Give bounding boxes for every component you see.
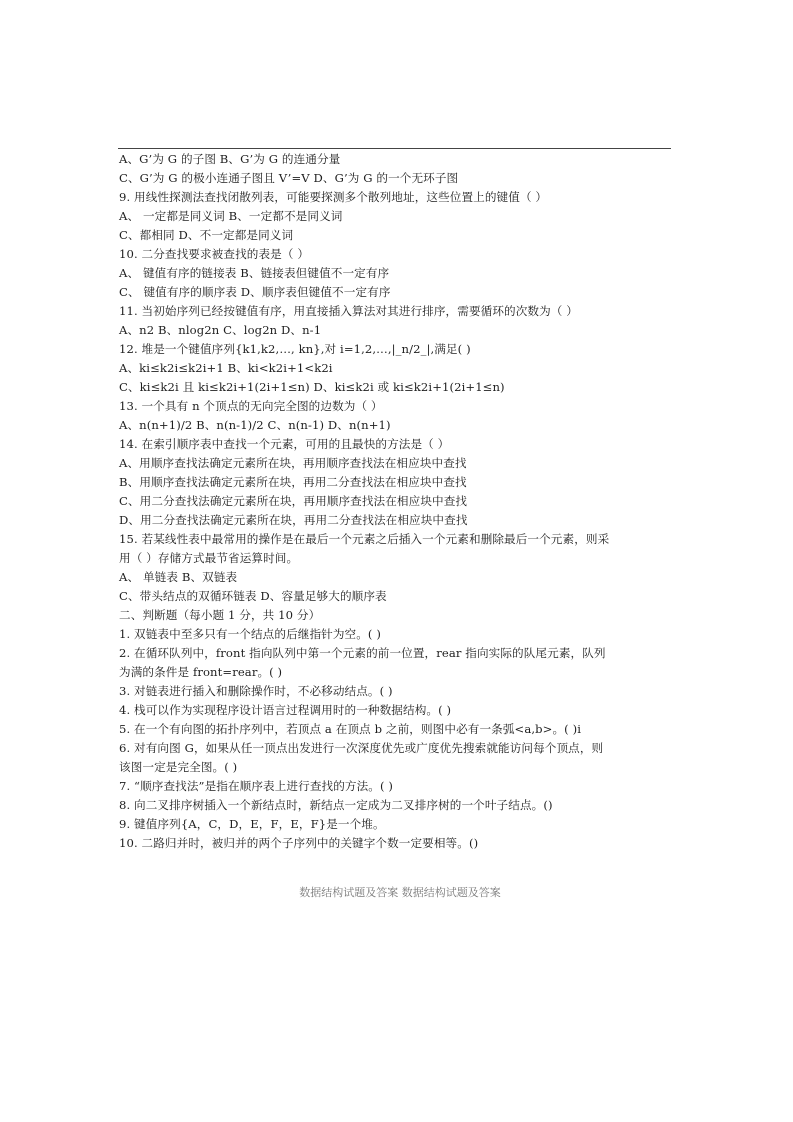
text-line: 8. 向二叉排序树插入一个新结点时，新结点一定成为二叉排序树的一个叶子结点。() <box>119 798 553 812</box>
text-line: C、带头结点的双循环链表 D、容量足够大的顺序表 <box>119 589 387 603</box>
text-line: A、n(n+1)/2 B、n(n-1)/2 C、n(n-1) D、n(n+1) <box>119 418 391 432</box>
text-line: 10. 二分查找要求被查找的表是（ ） <box>119 247 310 261</box>
text-line: 二、判断题（每小题 1 分，共 10 分） <box>119 608 321 622</box>
text-line: C、 键值有序的顺序表 D、顺序表但键值不一定有序 <box>119 285 391 299</box>
text-line: A、ki≤k2i≤k2i+1 B、ki<k2i+1<k2i <box>119 361 333 375</box>
text-line: A、用顺序查找法确定元素所在块，再用顺序查找法在相应块中查找 <box>119 456 467 470</box>
text-line: 为满的条件是 front=rear。( ) <box>119 665 283 679</box>
page-footer <box>260 886 540 899</box>
text-line: 4. 栈可以作为实现程序设计语言过程调用时的一种数据结构。( ) <box>119 703 452 717</box>
text-line: 9. 用线性探测法查找闭散列表，可能要探测多个散列地址，这些位置上的键值（ ） <box>119 190 548 204</box>
text-line: 3. 对链表进行插入和删除操作时，不必移动结点。( ) <box>119 684 393 698</box>
text-line: 12. 堆是一个键值序列{k1,k2,…, kn},对 i=1,2,…,|_n/2_|,满足( ) <box>119 342 471 356</box>
text-line: C、都相同 D、不一定都是同义词 <box>119 228 294 242</box>
text-line: D、用二分查找法确定元素所在块，再用二分查找法在相应块中查找 <box>119 513 468 527</box>
text-line: C、ki≤k2i 且 ki≤k2i+1(2i+1≤n) D、ki≤k2i 或 ki≤k2i+1(2i+1≤n) <box>119 380 505 394</box>
text-line: A、n2 B、nlog2n C、log2n D、n-1 <box>119 323 322 337</box>
text-block <box>119 150 679 853</box>
text-line: C、G’为 G 的极小连通子图且 V’=V D、G’为 G 的一个无环子图 <box>119 171 459 185</box>
text-line: 14. 在索引顺序表中查找一个元素，可用的且最快的方法是（ ） <box>119 437 450 451</box>
text-line: A、 单链表 B、双链表 <box>119 570 238 584</box>
text-line: C、用二分查找法确定元素所在块，再用顺序查找法在相应块中查找 <box>119 494 468 508</box>
text-line: 10. 二路归并时，被归并的两个子序列中的关键字个数一定要相等。() <box>119 836 479 850</box>
text-line: 该图一定是完全图。( ) <box>119 760 238 774</box>
text-line: 1. 双链表中至多只有一个结点的后继指针为空。( ) <box>119 627 381 641</box>
text-line: 2. 在循环队列中，front 指向队列中第一个元素的前一位置，rear 指向实际的队尾元素，队列 <box>119 646 606 660</box>
text-line: 用（ ）存储方式最节省运算时间。 <box>119 551 299 565</box>
footer-text: 数据结构试题及答案 数据结构试题及答案 <box>299 886 501 899</box>
text-line: 9. 键值序列{A，C，D，E，F，E，F}是一个堆。 <box>119 817 385 831</box>
text-line: 7. “顺序查找法”是指在顺序表上进行查找的方法。( ) <box>119 779 394 793</box>
text-line: 6. 对有向图 G，如果从任一顶点出发进行一次深度优先或广度优先搜索就能访问每个顶点，则 <box>119 741 604 755</box>
text-line: A、 一定都是同义词 B、一定都不是同义词 <box>119 209 343 223</box>
text-line: B、用顺序查找法确定元素所在块，再用二分查找法在相应块中查找 <box>119 475 467 489</box>
text-line: 15. 若某线性表中最常用的操作是在最后一个元素之后插入一个元素和删除最后一个元素，则采 <box>119 532 610 546</box>
text-line: 13. 一个具有 n 个顶点的无向完全图的边数为（ ） <box>119 399 383 413</box>
text-line: 5. 在一个有向图的拓扑序列中，若顶点 a 在顶点 b 之前，则图中必有一条弧<a,b>。( )i <box>119 722 582 736</box>
text-line: A、G’为 G 的子图 B、G’为 G 的连通分量 <box>119 152 341 166</box>
text-line: A、 键值有序的链接表 B、链接表但键值不一定有序 <box>119 266 390 280</box>
text-line: 11. 当初始序列已经按键值有序，用直接插入算法对其进行排序，需要循环的次数为（ ） <box>119 304 578 318</box>
header-rule <box>118 148 671 149</box>
